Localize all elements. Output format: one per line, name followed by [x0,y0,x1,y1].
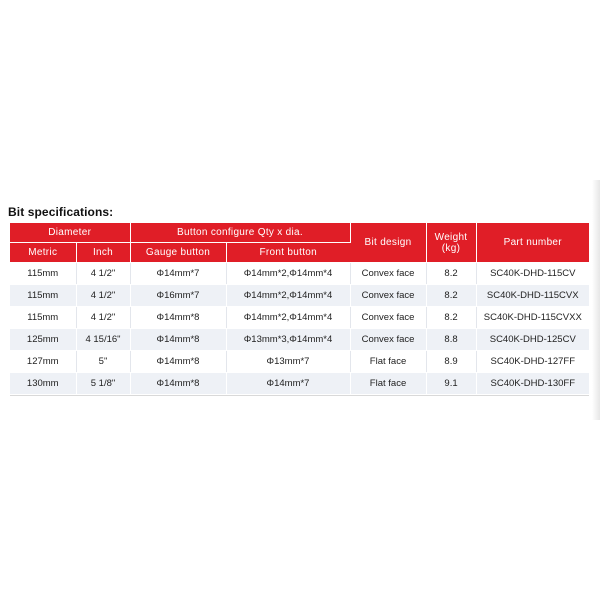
table-row [10,263,589,285]
header-weight-unit: (kg) [441,242,461,254]
cell-gauge-button: Φ14mm*7 [130,263,226,285]
cell-part-number: SC40K-DHD-130FF [476,373,589,395]
header-part-number: Part number [476,223,589,263]
cell-inch: 4 1/2" [76,285,130,307]
cell-weight: 8.9 [426,351,476,373]
table-row [10,373,589,395]
cell-bit-design: Convex face [350,263,426,285]
cell-front-button: Φ14mm*2,Φ14mm*4 [226,263,350,285]
section-title: Bit specifications: [8,205,114,219]
header-row-1 [10,223,589,243]
cell-inch: 4 1/2" [76,307,130,329]
cell-weight: 9.1 [426,373,476,395]
table-header [10,223,589,263]
cell-part-number: SC40K-DHD-125CV [476,329,589,351]
header-diameter: Diameter [10,223,130,243]
cell-metric: 115mm [10,307,76,329]
cell-metric: 125mm [10,329,76,351]
header-weight-label: Weight [434,231,468,243]
cell-gauge-button: Φ16mm*7 [130,285,226,307]
cell-inch: 4 1/2" [76,263,130,285]
cell-gauge-button: Φ14mm*8 [130,329,226,351]
header-bit-design: Bit design [350,223,426,263]
cell-front-button: Φ13mm*7 [226,351,350,373]
page-edge-shadow [592,180,600,420]
cell-weight: 8.2 [426,285,476,307]
cell-front-button: Φ14mm*2,Φ14mm*4 [226,307,350,329]
cell-gauge-button: Φ14mm*8 [130,351,226,373]
cell-bit-design: Convex face [350,307,426,329]
bit-specifications-table [10,223,589,395]
header-front-button: Front button [226,243,350,263]
table-row [10,351,589,373]
cell-part-number: SC40K-DHD-115CVX [476,285,589,307]
cell-front-button: Φ13mm*3,Φ14mm*4 [226,329,350,351]
cell-inch: 5 1/8" [76,373,130,395]
table-body [10,263,589,395]
cell-inch: 4 15/16" [76,329,130,351]
cell-weight: 8.8 [426,329,476,351]
cell-bit-design: Flat face [350,351,426,373]
table-bottom-rule [10,395,589,396]
table-row [10,285,589,307]
cell-metric: 130mm [10,373,76,395]
cell-inch: 5" [76,351,130,373]
cell-metric: 115mm [10,263,76,285]
cell-weight: 8.2 [426,307,476,329]
table-row [10,307,589,329]
cell-part-number: SC40K-DHD-127FF [476,351,589,373]
header-button-config: Button configure Qty x dia. [130,223,350,243]
cell-gauge-button: Φ14mm*8 [130,307,226,329]
cell-metric: 127mm [10,351,76,373]
cell-bit-design: Flat face [350,373,426,395]
table-row [10,329,589,351]
header-gauge-button: Gauge button [130,243,226,263]
header-metric: Metric [10,243,76,263]
header-weight [426,223,476,263]
cell-bit-design: Convex face [350,285,426,307]
cell-front-button: Φ14mm*2,Φ14mm*4 [226,285,350,307]
cell-metric: 115mm [10,285,76,307]
cell-weight: 8.2 [426,263,476,285]
cell-part-number: SC40K-DHD-115CVXX [476,307,589,329]
cell-part-number: SC40K-DHD-115CV [476,263,589,285]
cell-front-button: Φ14mm*7 [226,373,350,395]
header-inch: Inch [76,243,130,263]
cell-gauge-button: Φ14mm*8 [130,373,226,395]
cell-bit-design: Convex face [350,329,426,351]
